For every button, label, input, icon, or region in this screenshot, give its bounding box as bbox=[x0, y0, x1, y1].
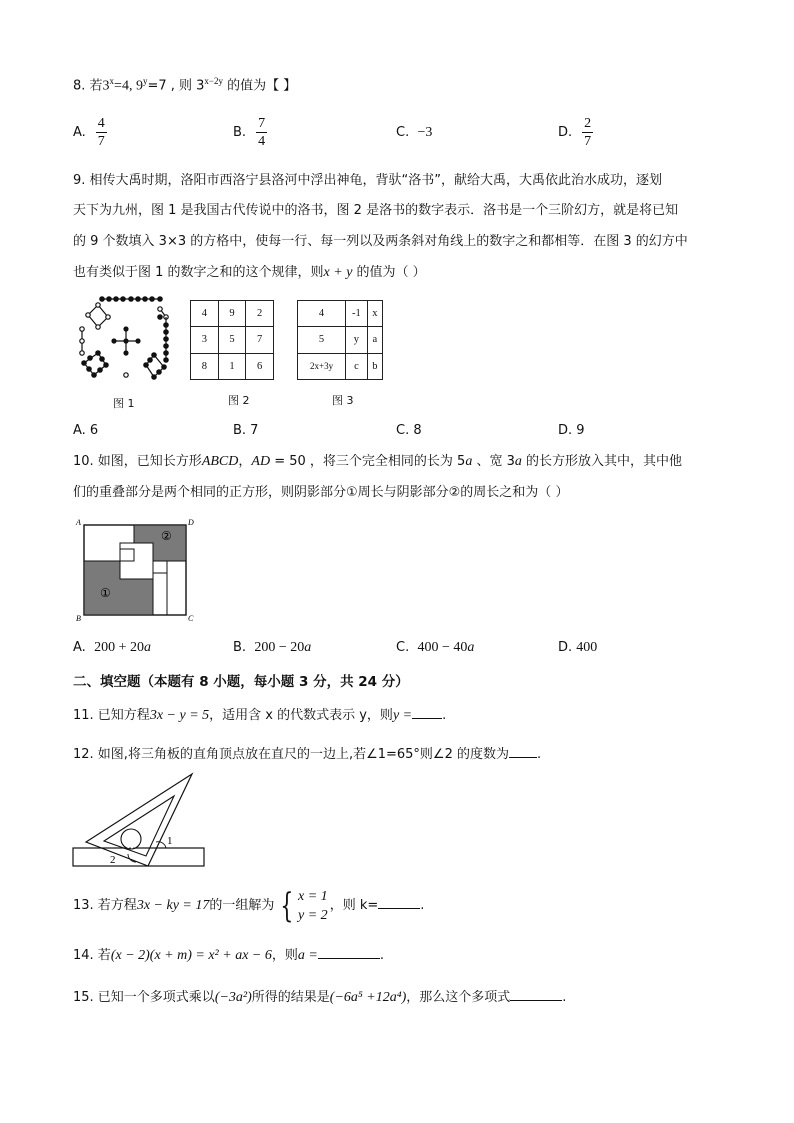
q14-answer-blank[interactable] bbox=[318, 946, 380, 959]
region-2-label: ② bbox=[161, 529, 172, 543]
label-b: B bbox=[76, 614, 81, 623]
q10-line-2: 们的重叠部分是两个相同的正方形，则阴影部分①周长与阴影部分②的周长之和为（ ） bbox=[73, 485, 569, 500]
q8-option-b[interactable]: B. $\frac{7}{4}$ bbox=[233, 116, 266, 149]
q9-line-2: 天下为九州，图 1 是我国古代传说中的洛书，图 2 是洛书的数字表示．洛书是一个三阶幻方，就是将已知 bbox=[73, 203, 679, 218]
angle-2-label: 2 bbox=[110, 854, 116, 866]
q8-stem: 8. 若$3^x=4$, $9^y=7$ , 则 $3^{x-2y}$ 的值为【 】 bbox=[73, 76, 297, 94]
q10-option-a[interactable]: A. 200 + 20a bbox=[73, 640, 151, 655]
q13: 13. 若方程3x − ky = 17的一组解为 { x = 1 y = 2 ，则 k= . bbox=[73, 885, 425, 926]
q9-option-c[interactable]: C. 8 bbox=[396, 423, 422, 438]
angle-1-label: 1 bbox=[167, 835, 173, 847]
q15-answer-blank[interactable] bbox=[510, 988, 562, 1001]
q9-option-d[interactable]: D. 9 bbox=[558, 423, 585, 438]
triangle-ruler-figure bbox=[70, 772, 210, 870]
q10-line-1: 10. 如图，已知长方形ABCD，AD = 50 ，将三个完全相同的长为 5a 、宽 3a 的长方形放入其中，其中他 bbox=[73, 454, 682, 469]
q12-answer-blank[interactable] bbox=[509, 745, 537, 758]
q10-option-b[interactable]: B. 200 − 20a bbox=[233, 640, 312, 655]
q13-solution-system: { x = 1 y = 2 bbox=[280, 885, 328, 926]
region-1-label: ① bbox=[100, 586, 111, 600]
q8-option-d[interactable]: D. $\frac{2}{7}$ bbox=[558, 116, 592, 149]
q9-line-4: 也有类似于图 1 的数字之和的这个规律，则x + y 的值为（ ） bbox=[73, 265, 426, 280]
rectangle-abcd-figure bbox=[74, 515, 198, 625]
q9-line-1: 9. 相传大禹时期，洛阳市西洛宁县洛河中浮出神龟，背驮“洛书”，献给大禹，大禹依此治水成功，逐划 bbox=[73, 173, 663, 188]
q9-option-a[interactable]: A. 6 bbox=[73, 423, 99, 438]
label-d: D bbox=[188, 518, 194, 527]
figure-1-caption: 图 1 bbox=[113, 397, 135, 410]
q14: 14. 若(x − 2)(x + m) = x² + ax − 6，则a = . bbox=[73, 948, 384, 963]
section-2-heading: 二、填空题（本题有 8 小题，每小题 3 分，共 24 分） bbox=[73, 674, 409, 690]
magic-square-figure-3: 4 -1 x 5 y a 2x+3y c b bbox=[297, 300, 383, 380]
label-c: C bbox=[188, 614, 194, 623]
q9-option-b[interactable]: B. 7 bbox=[233, 423, 259, 438]
q8-option-c[interactable]: C. −3 bbox=[396, 125, 433, 140]
q13-answer-blank[interactable] bbox=[378, 896, 420, 909]
magic-square-figure-2: 4 9 2 3 5 7 8 1 6 bbox=[190, 300, 274, 380]
figure-3-caption: 图 3 bbox=[332, 394, 354, 407]
q8-option-a[interactable]: A. $\frac{4}{7}$ bbox=[73, 116, 105, 149]
q10-option-d[interactable]: D. 400 bbox=[558, 640, 598, 655]
q12: 12. 如图,将三角板的直角顶点放在直尺的一边上,若∠1=65°则∠2 的度数为 . bbox=[73, 747, 542, 762]
q15: 15. 已知一个多项式乘以(−3a²)所得的结果是(−6a⁵ +12a⁴)，那么这个多项式 . bbox=[73, 990, 567, 1005]
label-a: A bbox=[76, 518, 81, 527]
figure-2-caption: 图 2 bbox=[228, 394, 250, 407]
luoshu-figure bbox=[76, 295, 176, 383]
q11-answer-blank[interactable] bbox=[412, 706, 442, 719]
q9-line-3: 的 9 个数填入 3×3 的方格中，使每一行、每一列以及两条斜对角线上的数字之和都相等．在图 3 的幻方中 bbox=[73, 234, 688, 249]
q10-option-c[interactable]: C. 400 − 40a bbox=[396, 640, 475, 655]
q11: 11. 已知方程3x − y = 5，适用含 x 的代数式表示 y，则y = . bbox=[73, 708, 447, 723]
